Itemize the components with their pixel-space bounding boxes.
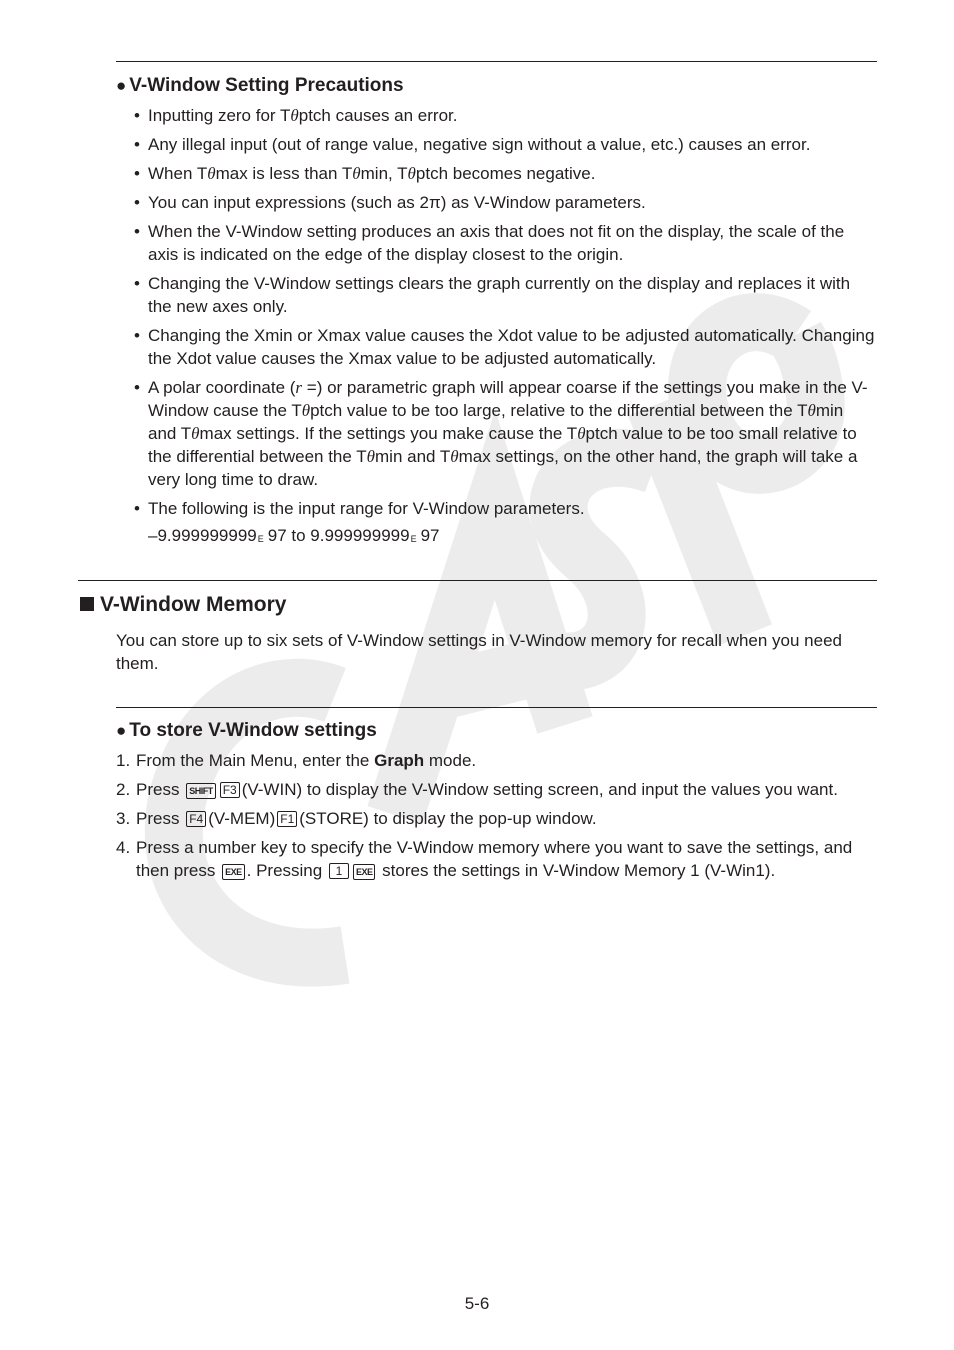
square-bullet-icon: [80, 597, 94, 611]
list-item: • Changing the Xmin or Xmax value causes the Xdot value to be adjusted automatically. Changing the Xdot value causes the Xmax value to be adjusted automatically.: [134, 324, 876, 370]
section-rule: [78, 580, 877, 581]
list-item: • Inputting zero for Tθptch causes an error.: [134, 104, 876, 127]
f1-key-icon: F1: [277, 811, 297, 827]
list-item: 2. Press SHIFT F3 (V-WIN) to display the V-Window setting screen, and input the values you want.: [116, 780, 838, 799]
memory-intro: You can store up to six sets of V-Window settings in V-Window memory for recall when you need them.: [116, 631, 842, 673]
precautions-list: [134, 104, 876, 551]
top-rule: [116, 61, 877, 62]
list-item: • When Tθmax is less than Tθmin, Tθptch becomes negative.: [134, 162, 876, 185]
precautions-section: [116, 74, 876, 557]
list-item: • When the V-Window setting produces an axis that does not fit on the display, the scale of the axis is indicated on the edge of the display closest to the origin.: [134, 220, 876, 266]
list-item: 4. Press a number key to specify the V-Window memory where you want to save the settings, and then press EXE . Pressing 1 EXE stores the settings in V-Window Memory 1 (V-Win1).: [116, 838, 853, 880]
store-section: [116, 719, 876, 888]
memory-section: [80, 592, 880, 675]
bullet-icon: ●: [116, 76, 127, 95]
subsection-rule: [116, 707, 877, 708]
list-item: • You can input expressions (such as 2π) as V-Window parameters.: [134, 191, 876, 214]
exe-key-icon: EXE: [353, 864, 376, 880]
store-steps: [116, 749, 876, 882]
list-item: • The following is the input range for V-Window parameters. –9.999999999E 97 to 9.999999999E 97: [134, 497, 876, 551]
store-title: ● To store V-Window settings: [116, 720, 377, 741]
one-key-icon: 1: [329, 863, 349, 879]
page-number: 5-6: [464, 1294, 490, 1313]
list-item: • Any illegal input (out of range value, negative sign without a value, etc.) causes an error.: [134, 133, 876, 156]
list-item: • A polar coordinate (r =) or parametric graph will appear coarse if the settings you make in the V-Window cause the Tθptch value to be too large, relative to the differential between the Tθmin and Tθmax settings. If the settings you make cause the Tθptch value to be too small relative to the differential between the Tθmin and Tθmax settings, on the other hand, the graph will take a very long time to draw.: [134, 376, 876, 491]
f3-key-icon: F3: [220, 782, 240, 798]
exe-key-icon: EXE: [222, 864, 245, 880]
input-range: –9.999999999E 97 to 9.999999999E 97: [148, 526, 440, 545]
f4-key-icon: F4: [186, 811, 206, 827]
list-item: • Changing the V-Window settings clears the graph currently on the display and replaces it with the new axes only.: [134, 272, 876, 318]
list-item: 1. From the Main Menu, enter the Graph mode.: [116, 751, 477, 770]
section-heading: V-Window Memory: [80, 592, 880, 618]
list-item: 3. Press F4 (V-MEM) F1 (STORE) to display the pop-up window.: [116, 809, 597, 828]
precautions-title: ● V-Window Setting Precautions: [116, 75, 404, 96]
bullet-icon: ●: [116, 721, 127, 740]
shift-key-icon: SHIFT: [186, 783, 216, 799]
